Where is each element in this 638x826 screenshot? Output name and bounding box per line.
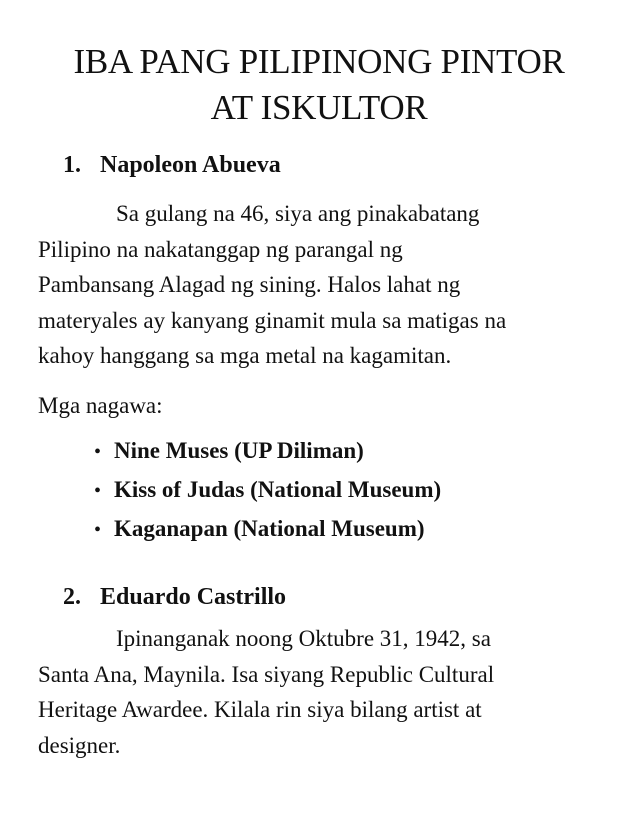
artist-bio-2 (38, 621, 598, 763)
page-title-line-2: AT ISKULTOR (210, 88, 428, 127)
artist-heading-1 (63, 150, 281, 180)
bullet-icon: • (94, 519, 102, 541)
artist-name: Eduardo Castrillo (100, 584, 287, 610)
bio-line: Pilipino na nakatanggap ng parangal ng (38, 236, 403, 262)
bio-line: Sa gulang na 46, siya ang pinakabatang (116, 201, 480, 226)
bullet-icon: • (94, 441, 102, 463)
bio-line: Heritage Awardee. Kilala rin siya bilang artist at (38, 697, 482, 722)
artist-number: 2. (63, 584, 81, 610)
works-label: Mga nagawa: (38, 393, 163, 418)
bio-line: Ipinanganak noong Oktubre 31, 1942, sa (116, 626, 491, 651)
artist-number: 1. (63, 152, 81, 178)
list-item: • Nine Muses (UP Diliman) (94, 432, 441, 471)
bio-line: Santa Ana, Maynila. Isa siyang Republic Cultural (38, 661, 495, 687)
list-item: • Kaganapan (National Museum) (94, 510, 441, 549)
list-item: • Kiss of Judas (National Museum) (94, 471, 441, 510)
works-list (94, 432, 441, 549)
bio-line: materyales ay kanyang ginamit mula sa matigas na (38, 307, 507, 333)
bio-line: Pambansang Alagad ng sining. Halos lahat ng (38, 272, 461, 297)
artist-bio-1 (38, 196, 598, 374)
bio-line: kahoy hanggang sa mga metal na kagamitan. (38, 343, 452, 368)
bio-line: designer. (38, 732, 121, 758)
bullet-icon: • (94, 480, 102, 502)
artist-heading-2 (63, 582, 286, 612)
artist-name: Napoleon Abueva (100, 152, 281, 178)
page-title-line-1: IBA PANG PILIPINONG PINTOR (73, 42, 565, 81)
